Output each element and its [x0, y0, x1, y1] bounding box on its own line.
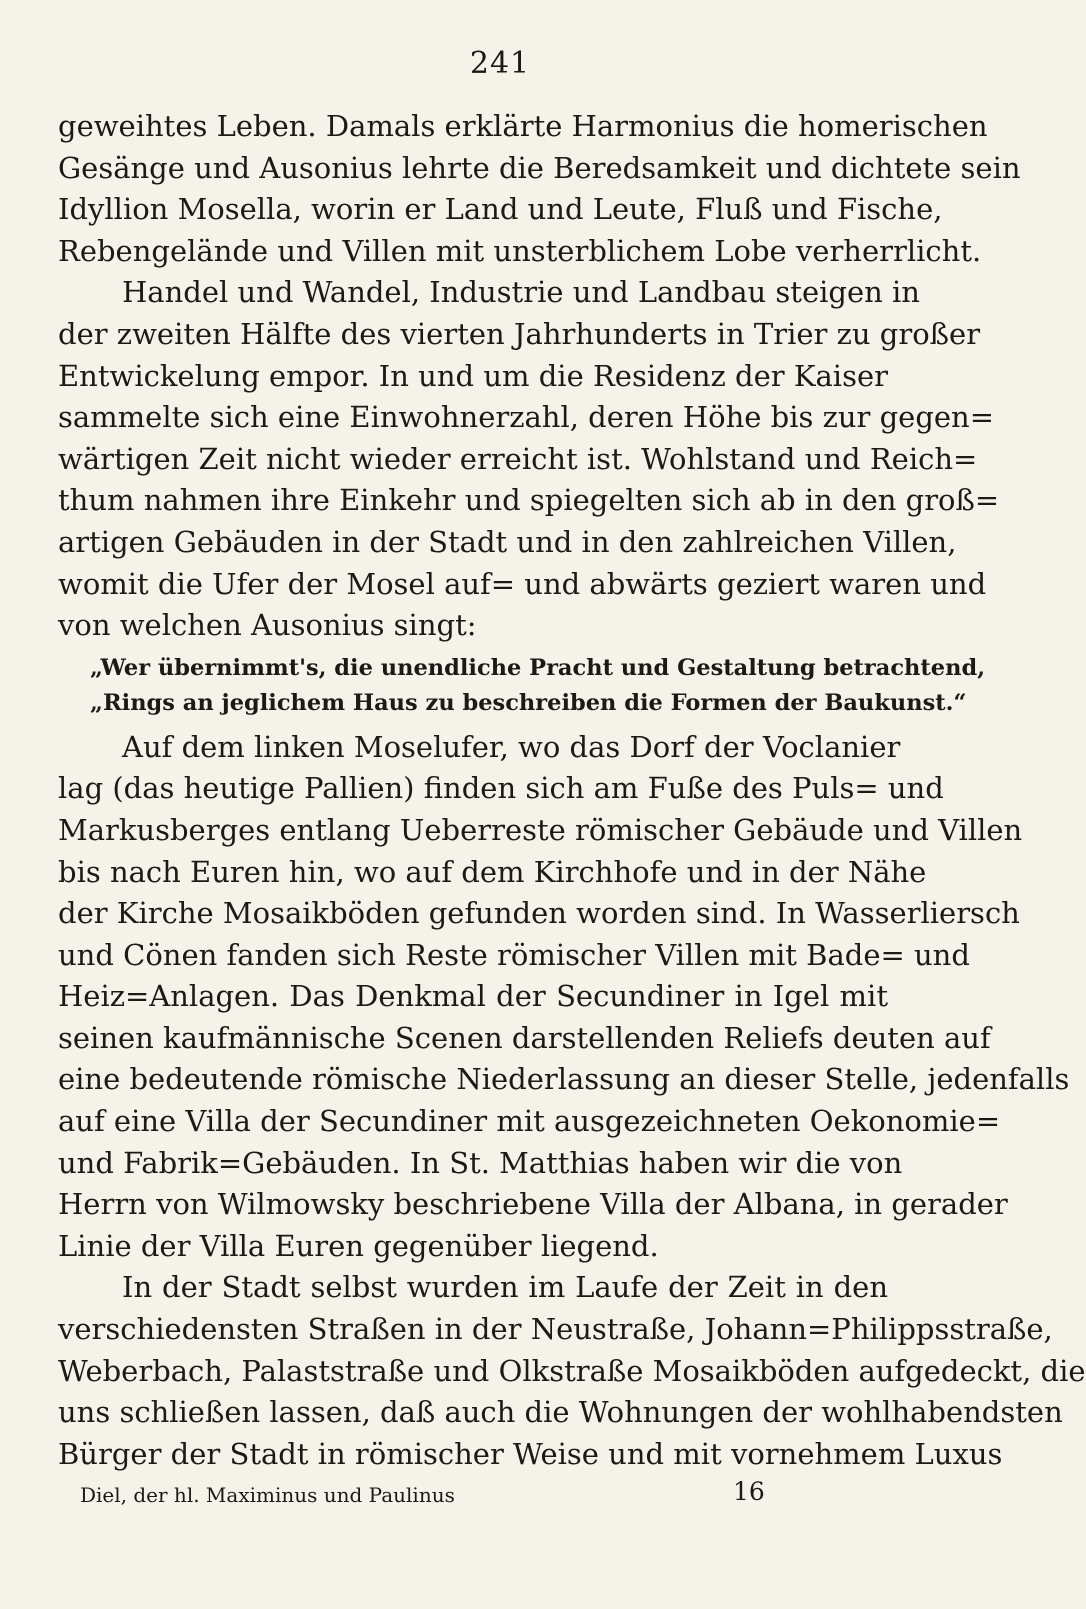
footer-title: Diel, der hl. Maximinus und Paulinus [80, 1483, 455, 1507]
text-line: von welchen Ausonius singt: [58, 608, 477, 643]
text-line: und Cönen fanden sich Reste römischer Villen mit Bade= und [58, 937, 970, 972]
text-line: Entwickelung empor. In und um die Residenz der Kaiser [58, 358, 888, 393]
text-line: Weberbach, Palaststraße und Olkstraße Mosaikböden aufgedeckt, die [58, 1353, 1086, 1388]
text-line: seinen kaufmännische Scenen darstellenden Reliefs deuten auf [58, 1020, 991, 1055]
text-line: der zweiten Hälfte des vierten Jahrhunderts in Trier zu großer [58, 316, 981, 351]
text-line: Herrn von Wilmowsky beschriebene Villa der Albana, in gerader [58, 1187, 1008, 1222]
paragraph-2 [58, 727, 1070, 1268]
text-line: geweihtes Leben. Damals erklärte Harmonius die homerischen [58, 109, 988, 143]
text-line: auf eine Villa der Secundiner mit ausgezeichneten Oekonomie= [58, 1104, 1001, 1139]
quote-line: „Wer übernimmt's, die unendliche Pracht und Gestaltung betrachtend, [90, 654, 986, 681]
text-line: und Fabrik=Gebäuden. In St. Matthias haben wir die von [58, 1145, 903, 1180]
text-line: Heiz=Anlagen. Das Denkmal der Secundiner in Igel mit [58, 979, 888, 1014]
text-line: thum nahmen ihre Einkehr und spiegelten sich ab in den groß= [58, 483, 1000, 518]
text-line: artigen Gebäuden in der Stadt und in den zahlreichen Villen, [58, 524, 957, 559]
paragraph-1 [58, 106, 1021, 647]
text-line: sammelte sich eine Einwohnerzahl, deren Höhe bis zur gegen= [58, 400, 995, 435]
quote-line: „Rings an jeglichem Haus zu beschreiben die Formen der Baukunst.“ [90, 689, 967, 716]
body-text [58, 106, 1086, 1475]
text-line: Gesänge und Ausonius lehrte die Beredsamkeit und dichtete sein [58, 150, 1021, 185]
text-line: Idyllion Mosella, worin er Land und Leute, Fluß und Fische, [58, 192, 943, 227]
text-line: womit die Ufer der Mosel auf= und abwärts geziert waren und [58, 566, 987, 601]
text-line: Auf dem linken Moselufer, wo das Dorf der Voclanier [122, 729, 901, 764]
text-line: Bürger der Stadt in römischer Weise und mit vornehmem Luxus [58, 1436, 1003, 1471]
text-line: uns schließen lassen, daß auch die Wohnungen der wohlhabendsten [58, 1395, 1063, 1430]
text-line: Rebengelände und Villen mit unsterblichem Lobe verherrlicht. [58, 233, 982, 268]
text-line: eine bedeutende römische Niederlassung an dieser Stelle, jedenfalls [58, 1062, 1070, 1097]
text-line: lag (das heutige Pallien) finden sich am Fuße des Puls= und [58, 771, 944, 806]
text-line: bis nach Euren hin, wo auf dem Kirchhofe und in der Nähe [58, 854, 927, 889]
verse-quote [58, 651, 986, 721]
text-line: Handel und Wandel, Industrie und Landbau steigen in [122, 275, 920, 310]
text-line: verschiedensten Straßen in der Neustraße, Johann=Philippsstraße, [58, 1312, 1053, 1347]
text-line: Markusberges entlang Ueberreste römischer Gebäude und Villen [58, 812, 1023, 847]
signature-number: 16 [733, 1477, 765, 1506]
text-line: In der Stadt selbst wurden im Laufe der Zeit in den [122, 1270, 888, 1305]
page-number: 241 [469, 46, 531, 81]
paragraph-3 [58, 1267, 1086, 1475]
text-line: der Kirche Mosaikböden gefunden worden sind. In Wasserliersch [58, 896, 1020, 931]
text-line: wärtigen Zeit nicht wieder erreicht ist. Wohlstand und Reich= [58, 441, 978, 476]
text-line: Linie der Villa Euren gegenüber liegend. [58, 1228, 659, 1263]
